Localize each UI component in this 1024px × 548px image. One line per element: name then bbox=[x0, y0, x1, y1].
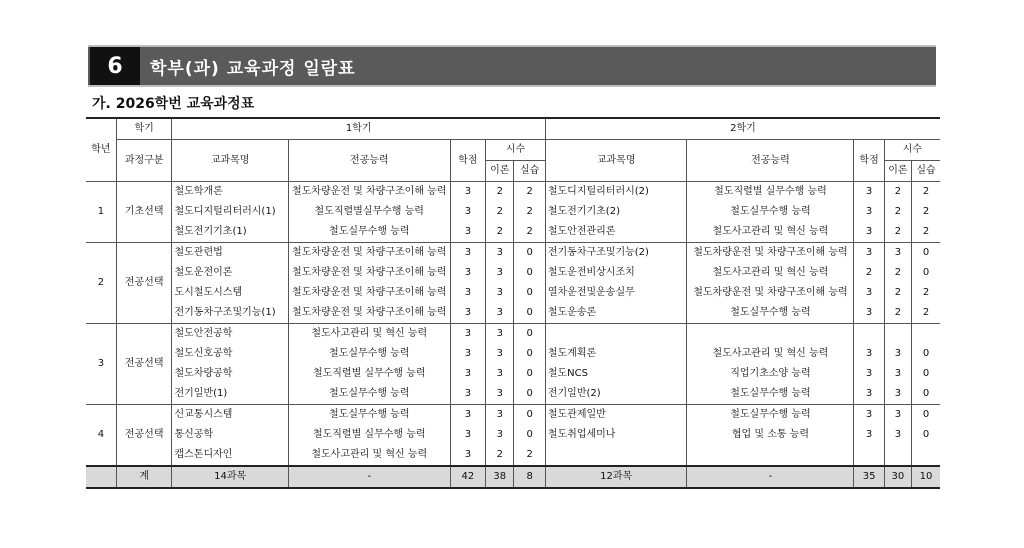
total-s2-cell: - bbox=[687, 466, 854, 488]
s2-practice-cell: 2 bbox=[922, 206, 930, 217]
s2-credit-cell: 2 bbox=[854, 263, 884, 283]
s2-credit-cell: 3 bbox=[854, 283, 884, 303]
category-cell: 전공선택 bbox=[116, 405, 172, 467]
table-row bbox=[86, 425, 940, 445]
s1-practice-cell: 0 bbox=[514, 324, 545, 345]
s1-competency-cell: 철도차량운전 및 차량구조이해 능력 bbox=[288, 303, 450, 324]
s1-credit-cell: 3 bbox=[450, 222, 485, 243]
s2-theory-cell: 2 bbox=[884, 182, 911, 203]
s2-competency-cell: 철도사고관리 및 혁신 능력 bbox=[687, 222, 854, 243]
s2-course-cell: 철도계획론 bbox=[545, 344, 687, 364]
s1-practice-cell: 0 bbox=[514, 344, 545, 364]
table-row bbox=[86, 344, 940, 364]
s1-competency-cell: 철도실무수행 능력 bbox=[288, 384, 450, 405]
table-row bbox=[86, 263, 940, 283]
s2-practice-cell bbox=[912, 445, 940, 466]
header-hours-1: 시수 bbox=[486, 140, 546, 161]
table-row bbox=[86, 384, 940, 405]
s2-practice-cell: 0 bbox=[922, 267, 930, 278]
s1-competency-cell: 철도실무수행 능력 bbox=[288, 222, 450, 243]
s1-theory-cell: 3 bbox=[486, 303, 514, 324]
table-row bbox=[86, 222, 940, 243]
s1-practice-cell: 2 bbox=[514, 182, 545, 203]
s1-theory-cell: 2 bbox=[486, 202, 514, 222]
s1-course-cell: 통신공학 bbox=[172, 425, 288, 445]
s2-practice-cell: 0 bbox=[922, 348, 930, 359]
s1-credit-cell: 3 bbox=[450, 283, 485, 303]
s1-course-cell: 신교통시스템 bbox=[172, 405, 288, 426]
total-s2-cell: 30 bbox=[884, 466, 911, 488]
table-row bbox=[86, 283, 940, 303]
total-row bbox=[86, 466, 940, 488]
s2-credit-cell: 3 bbox=[854, 384, 884, 405]
header-credit-1: 학점 bbox=[450, 140, 485, 182]
s2-course-cell: 철도관제일반 bbox=[545, 405, 687, 426]
s1-course-cell: 전기동차구조및기능(1) bbox=[172, 303, 288, 324]
table-row bbox=[86, 324, 940, 345]
s1-theory-cell: 2 bbox=[486, 445, 514, 466]
s2-theory-cell: 2 bbox=[884, 202, 911, 222]
s2-course-cell: 열차운전및운송실무 bbox=[545, 283, 687, 303]
total-s1-cell: 8 bbox=[514, 466, 545, 488]
table-row bbox=[86, 202, 940, 222]
s1-credit-cell: 3 bbox=[450, 364, 485, 384]
s2-practice-cell bbox=[912, 324, 940, 345]
s2-theory-cell: 3 bbox=[884, 384, 911, 405]
s1-credit-cell: 3 bbox=[450, 384, 485, 405]
s1-course-cell: 철도학개론 bbox=[172, 182, 288, 203]
s2-credit-cell: 3 bbox=[854, 222, 884, 243]
s1-course-cell: 철도신호공학 bbox=[172, 344, 288, 364]
s1-practice-cell: 2 bbox=[514, 222, 545, 243]
total-s2-cell: 12과목 bbox=[545, 466, 687, 488]
s1-theory-cell: 2 bbox=[486, 182, 514, 203]
s2-credit-cell: 3 bbox=[854, 425, 884, 445]
s2-competency-cell: 직업기초소양 능력 bbox=[687, 364, 854, 384]
s2-theory-cell: 3 bbox=[884, 405, 911, 426]
s1-practice-cell: 0 bbox=[514, 283, 545, 303]
header-sem2: 2학기 bbox=[545, 118, 940, 140]
s2-competency-cell: 철도실무수행 능력 bbox=[687, 384, 854, 405]
s2-competency-cell: 철도실무수행 능력 bbox=[687, 303, 854, 324]
category-cell: 전공선택 bbox=[116, 243, 172, 324]
s2-theory-cell: 2 bbox=[884, 283, 911, 303]
s1-credit-cell: 3 bbox=[450, 445, 485, 466]
s1-competency-cell: 철도차량운전 및 차량구조이해 능력 bbox=[288, 243, 450, 264]
s2-credit-cell: 3 bbox=[854, 303, 884, 324]
s1-theory-cell: 3 bbox=[486, 283, 514, 303]
header-competency-1: 전공능력 bbox=[288, 140, 450, 182]
s2-competency-cell: 철도차량운전 및 차량구조이해 능력 bbox=[687, 243, 854, 264]
header-category: 과정구분 bbox=[116, 140, 172, 182]
s1-course-cell: 철도디지털리터러시(1) bbox=[172, 202, 288, 222]
s1-practice-cell: 2 bbox=[514, 202, 545, 222]
s2-credit-cell bbox=[854, 445, 884, 466]
s2-course-cell bbox=[545, 324, 687, 345]
s2-theory-cell: 2 bbox=[884, 263, 911, 283]
s2-theory-cell bbox=[884, 324, 911, 345]
s2-credit-cell bbox=[854, 324, 884, 345]
s2-practice-cell: 0 bbox=[922, 388, 930, 399]
s1-theory-cell: 3 bbox=[486, 425, 514, 445]
s2-competency-cell bbox=[687, 445, 854, 466]
s1-credit-cell: 3 bbox=[450, 263, 485, 283]
s2-theory-cell: 3 bbox=[884, 344, 911, 364]
s1-theory-cell: 3 bbox=[486, 405, 514, 426]
s1-course-cell: 철도운전이론 bbox=[172, 263, 288, 283]
grade-cell: 2 bbox=[86, 243, 116, 324]
s1-competency-cell: 철도실무수행 능력 bbox=[288, 344, 450, 364]
s1-course-cell: 도시철도시스템 bbox=[172, 283, 288, 303]
s1-competency-cell: 철도직렬별 실무수행 능력 bbox=[288, 425, 450, 445]
s2-practice-cell: 0 bbox=[922, 368, 930, 379]
s2-course-cell: 철도운전비상시조치 bbox=[545, 263, 687, 283]
s2-credit-cell: 3 bbox=[854, 243, 884, 264]
s2-competency-cell: 철도사고관리 및 혁신 능력 bbox=[687, 344, 854, 364]
s2-course-cell: 전기일반(2) bbox=[545, 384, 687, 405]
s1-course-cell: 철도차량공학 bbox=[172, 364, 288, 384]
s2-competency-cell: 철도차량운전 및 차량구조이해 능력 bbox=[687, 283, 854, 303]
header-course-1: 교과목명 bbox=[172, 140, 288, 182]
s1-theory-cell: 3 bbox=[486, 364, 514, 384]
s2-theory-cell: 3 bbox=[884, 364, 911, 384]
s1-practice-cell: 0 bbox=[514, 364, 545, 384]
s1-competency-cell: 철도차량운전 및 차량구조이해 능력 bbox=[288, 263, 450, 283]
total-s1-cell: 42 bbox=[450, 466, 485, 488]
s2-theory-cell: 3 bbox=[884, 425, 911, 445]
header-hours-2: 시수 bbox=[884, 140, 940, 161]
s1-credit-cell: 3 bbox=[450, 303, 485, 324]
total-s2-cell: 10 bbox=[912, 466, 940, 488]
header-competency-2: 전공능력 bbox=[687, 140, 854, 182]
s1-credit-cell: 3 bbox=[450, 202, 485, 222]
s1-competency-cell: 철도사고관리 및 혁신 능력 bbox=[288, 445, 450, 466]
s1-course-cell: 철도전기기초(1) bbox=[172, 222, 288, 243]
s2-course-cell: 철도NCS bbox=[545, 364, 687, 384]
total-label: 계 bbox=[116, 466, 172, 488]
total-s1-cell: 38 bbox=[486, 466, 514, 488]
s1-practice-cell: 0 bbox=[514, 405, 545, 426]
s2-credit-cell: 3 bbox=[854, 182, 884, 203]
table-row bbox=[86, 303, 940, 324]
s2-practice-cell: 2 bbox=[922, 226, 930, 237]
s1-competency-cell: 철도실무수행 능력 bbox=[288, 405, 450, 426]
s1-credit-cell: 3 bbox=[450, 182, 485, 203]
s1-practice-cell: 0 bbox=[514, 384, 545, 405]
s2-course-cell: 철도전기기초(2) bbox=[545, 202, 687, 222]
header-practice-1: 실습 bbox=[514, 161, 545, 182]
table-row bbox=[86, 364, 940, 384]
grade-cell: 4 bbox=[86, 405, 116, 467]
s2-course-cell: 철도안전관리론 bbox=[545, 222, 687, 243]
header-sem1: 1학기 bbox=[172, 118, 545, 140]
s1-credit-cell: 3 bbox=[450, 405, 485, 426]
s2-course-cell bbox=[545, 445, 687, 466]
s2-competency-cell: 철도실무수행 능력 bbox=[687, 405, 854, 426]
s1-theory-cell: 2 bbox=[486, 222, 514, 243]
s2-credit-cell: 3 bbox=[854, 344, 884, 364]
s1-competency-cell: 철도차량운전 및 차량구조이해 능력 bbox=[288, 182, 450, 203]
s1-practice-cell: 2 bbox=[514, 445, 545, 466]
s1-competency-cell: 철도차량운전 및 차량구조이해 능력 bbox=[288, 283, 450, 303]
s2-practice-cell: 2 bbox=[922, 307, 930, 318]
header-course-2: 교과목명 bbox=[545, 140, 687, 182]
s2-course-cell: 철도디지털리터러시(2) bbox=[545, 182, 687, 203]
header-practice-2: 실습 bbox=[912, 161, 940, 182]
s2-credit-cell: 3 bbox=[854, 364, 884, 384]
s1-course-cell: 철도관련법 bbox=[172, 243, 288, 264]
s2-practice-cell: 0 bbox=[912, 405, 940, 426]
s1-practice-cell: 0 bbox=[514, 303, 545, 324]
s2-theory-cell: 2 bbox=[884, 303, 911, 324]
header-semester: 학기 bbox=[116, 118, 172, 140]
s1-theory-cell: 3 bbox=[486, 243, 514, 264]
s1-theory-cell: 3 bbox=[486, 263, 514, 283]
table-row bbox=[86, 445, 940, 466]
s1-credit-cell: 3 bbox=[450, 344, 485, 364]
grade-cell: 3 bbox=[86, 324, 116, 405]
s2-practice-cell: 0 bbox=[922, 429, 930, 440]
header-grade: 학년 bbox=[86, 118, 116, 182]
s2-credit-cell: 3 bbox=[854, 202, 884, 222]
table-subtitle: 가. 2026학번 교육과정표 bbox=[92, 96, 255, 112]
s1-competency-cell: 철도사고관리 및 혁신 능력 bbox=[288, 324, 450, 345]
s1-practice-cell: 0 bbox=[514, 263, 545, 283]
s1-competency-cell: 철도직렬별 실무수행 능력 bbox=[288, 364, 450, 384]
total-s2-cell: 35 bbox=[854, 466, 884, 488]
s1-competency-cell: 철도직렬별실무수행 능력 bbox=[288, 202, 450, 222]
table-row bbox=[86, 182, 940, 203]
s1-theory-cell: 3 bbox=[486, 384, 514, 405]
s1-credit-cell: 3 bbox=[450, 324, 485, 345]
category-cell: 기초선택 bbox=[116, 182, 172, 243]
s2-course-cell: 전기동차구조및기능(2) bbox=[545, 243, 687, 264]
s1-practice-cell: 0 bbox=[514, 243, 545, 264]
s2-theory-cell: 3 bbox=[884, 243, 911, 264]
s2-theory-cell: 2 bbox=[884, 222, 911, 243]
header-credit-2: 학점 bbox=[854, 140, 884, 182]
s2-competency-cell: 철도직렬별 실무수행 능력 bbox=[687, 182, 854, 203]
category-cell: 전공선택 bbox=[116, 324, 172, 405]
s1-credit-cell: 3 bbox=[450, 243, 485, 264]
s2-competency-cell bbox=[687, 324, 854, 345]
section-title: 학부(과) 교육과정 일람표 bbox=[150, 58, 356, 79]
section-number: 6 bbox=[90, 47, 140, 85]
total-empty-cell bbox=[86, 466, 116, 488]
s1-theory-cell: 3 bbox=[486, 344, 514, 364]
s2-practice-cell: 2 bbox=[922, 186, 930, 197]
grade-cell: 1 bbox=[86, 182, 116, 243]
s2-credit-cell: 3 bbox=[854, 405, 884, 426]
s1-practice-cell: 0 bbox=[514, 425, 545, 445]
table-row bbox=[86, 405, 940, 426]
s2-practice-cell: 0 bbox=[912, 243, 940, 264]
s2-course-cell: 철도운송론 bbox=[545, 303, 687, 324]
s1-credit-cell: 3 bbox=[450, 425, 485, 445]
header-theory-1: 이론 bbox=[486, 161, 514, 182]
s1-course-cell: 캡스톤디자인 bbox=[172, 445, 288, 466]
s1-course-cell: 전기일반(1) bbox=[172, 384, 288, 405]
total-s1-cell: 14과목 bbox=[172, 466, 288, 488]
total-s1-cell: - bbox=[288, 466, 450, 488]
header-theory-2: 이론 bbox=[884, 161, 911, 182]
curriculum-table bbox=[86, 117, 940, 489]
s2-competency-cell: 철도사고관리 및 혁신 능력 bbox=[687, 263, 854, 283]
table-row bbox=[86, 243, 940, 264]
s2-competency-cell: 협업 및 소통 능력 bbox=[687, 425, 854, 445]
s1-theory-cell: 3 bbox=[486, 324, 514, 345]
s2-course-cell: 철도취업세미나 bbox=[545, 425, 687, 445]
s1-course-cell: 철도안전공학 bbox=[172, 324, 288, 345]
s2-practice-cell: 2 bbox=[922, 287, 930, 298]
s2-competency-cell: 철도실무수행 능력 bbox=[687, 202, 854, 222]
s2-theory-cell bbox=[884, 445, 911, 466]
